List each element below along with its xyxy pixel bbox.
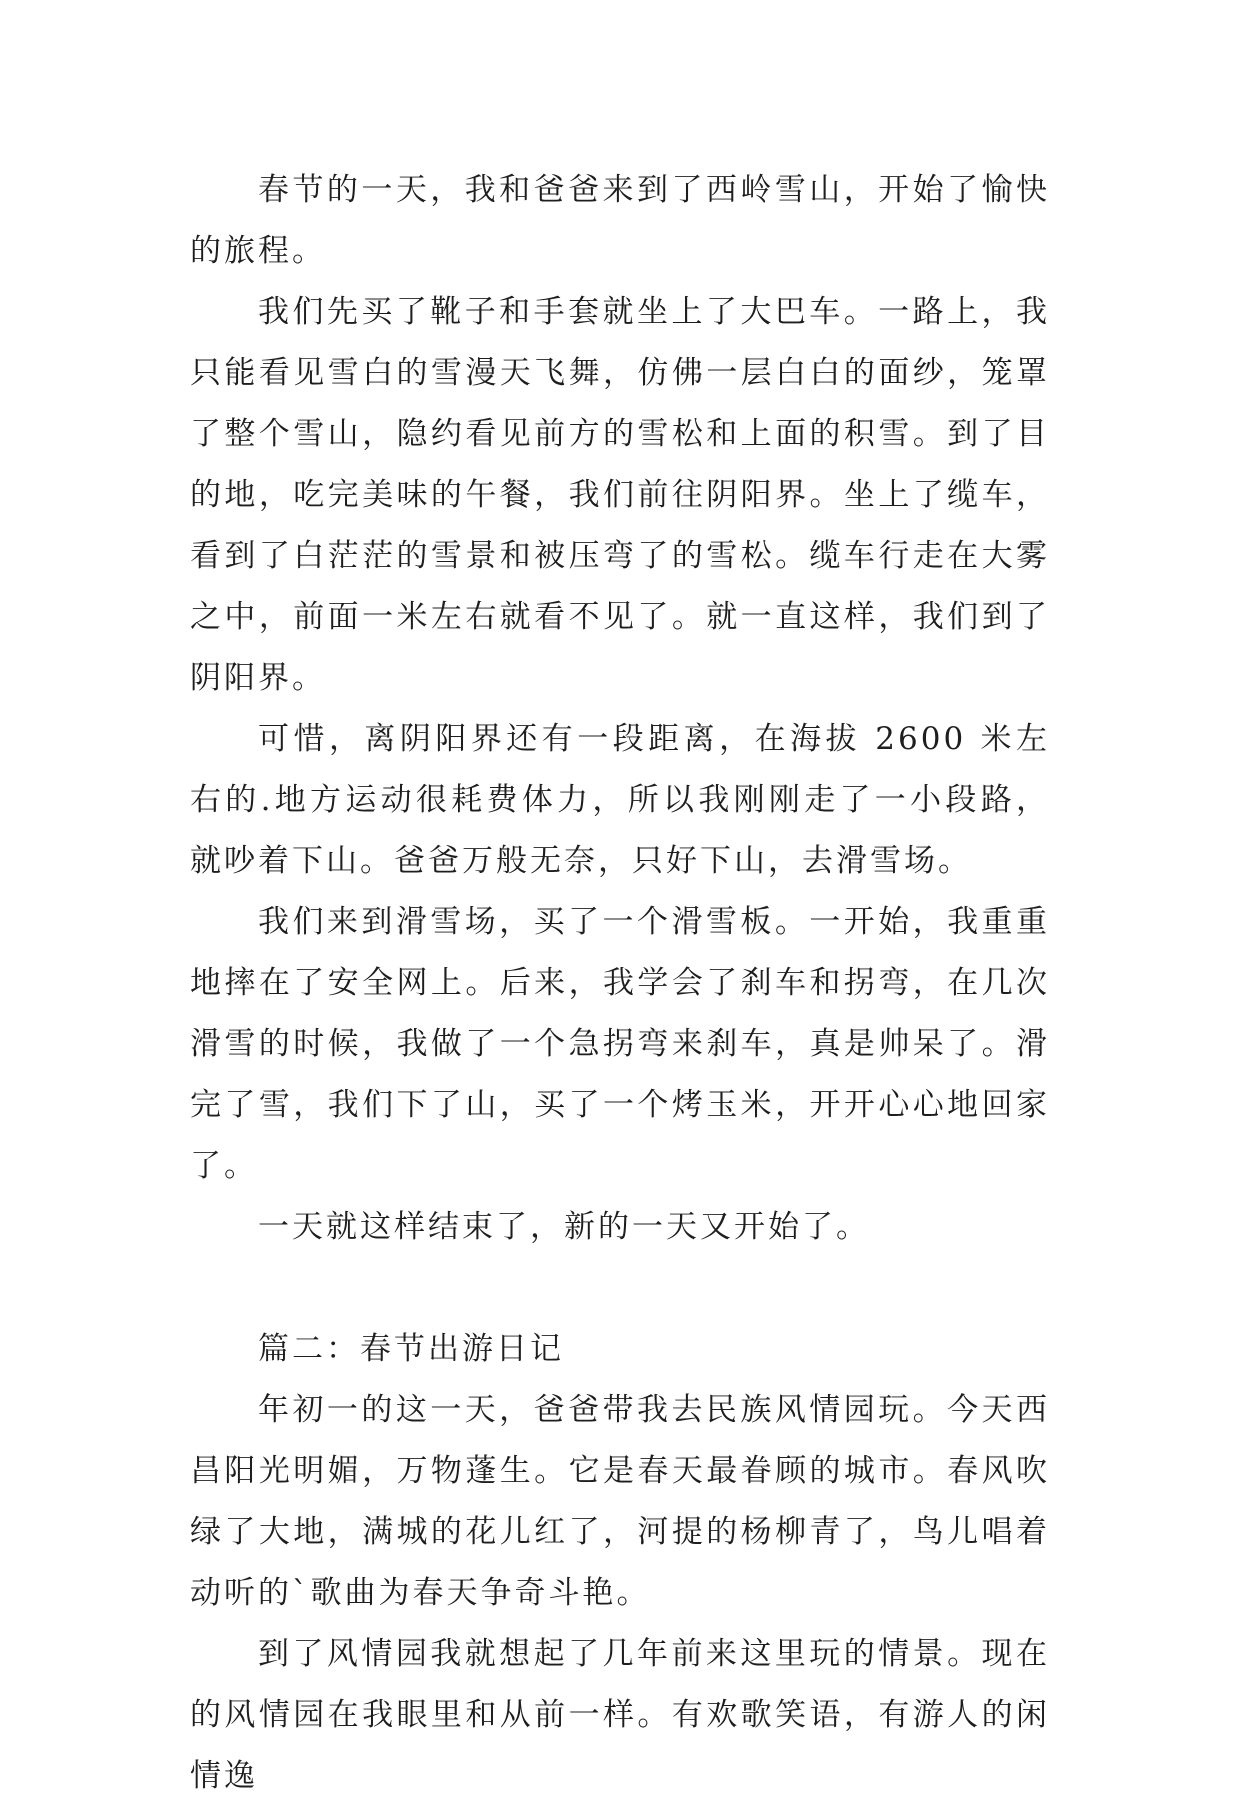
paragraph-trip-start: 春节的一天，我和爸爸来到了西岭雪山，开始了愉快的旅程。 <box>190 172 1050 269</box>
paragraph-altitude: 可惜，离阴阳界还有一段距离，在海拔 2600 米左右的.地方运动很耗费体力，所以我刚刚走了一小段路，就吵着下山。爸爸万般无奈，只好下山，去滑雪场。 <box>190 721 1050 879</box>
paragraph-bus-ride: 我们先买了靴子和手套就坐上了大巴车。一路上，我只能看见雪白的雪漫天飞舞，仿佛一层白白的面纱，笼罩了整个雪山，隐约看见前方的雪松和上面的积雪。到了目的地，吃完美味的午餐，我们前往阴阳界。坐上了缆车，看到了白茫茫的雪景和被压弯了的雪松。缆车行走在大雾之中，前面一米左右就看不见了。就一直这样，我们到了阴阳界。 <box>190 294 1050 696</box>
paragraph-day-end: 一天就这样结束了，新的一天又开始了。 <box>258 1209 870 1245</box>
section-heading: 篇二：春节出游日记 <box>258 1331 564 1367</box>
paragraph-new-year-day: 年初一的这一天，爸爸带我去民族风情园玩。今天西昌阳光明媚，万物蓬生。它是春天最眷顾的城市。春风吹绿了大地，满城的花儿红了，河提的杨柳青了，鸟儿唱着动听的`歌曲为春天争奇斗艳。 <box>190 1392 1050 1611</box>
section-gap <box>190 1258 1050 1319</box>
document-body <box>190 160 1050 1807</box>
paragraph-folk-park: 到了风情园我就想起了几年前来这里玩的情景。现在的风情园在我眼里和从前一样。有欢歌笑语，有游人的闲情逸 <box>190 1636 1050 1794</box>
paragraph-skiing: 我们来到滑雪场，买了一个滑雪板。一开始，我重重地摔在了安全网上。后来，我学会了刹车和拐弯，在几次滑雪的时候，我做了一个急拐弯来刹车，真是帅呆了。滑完了雪，我们下了山，买了一个烤玉米，开开心心地回家了。 <box>190 904 1050 1184</box>
